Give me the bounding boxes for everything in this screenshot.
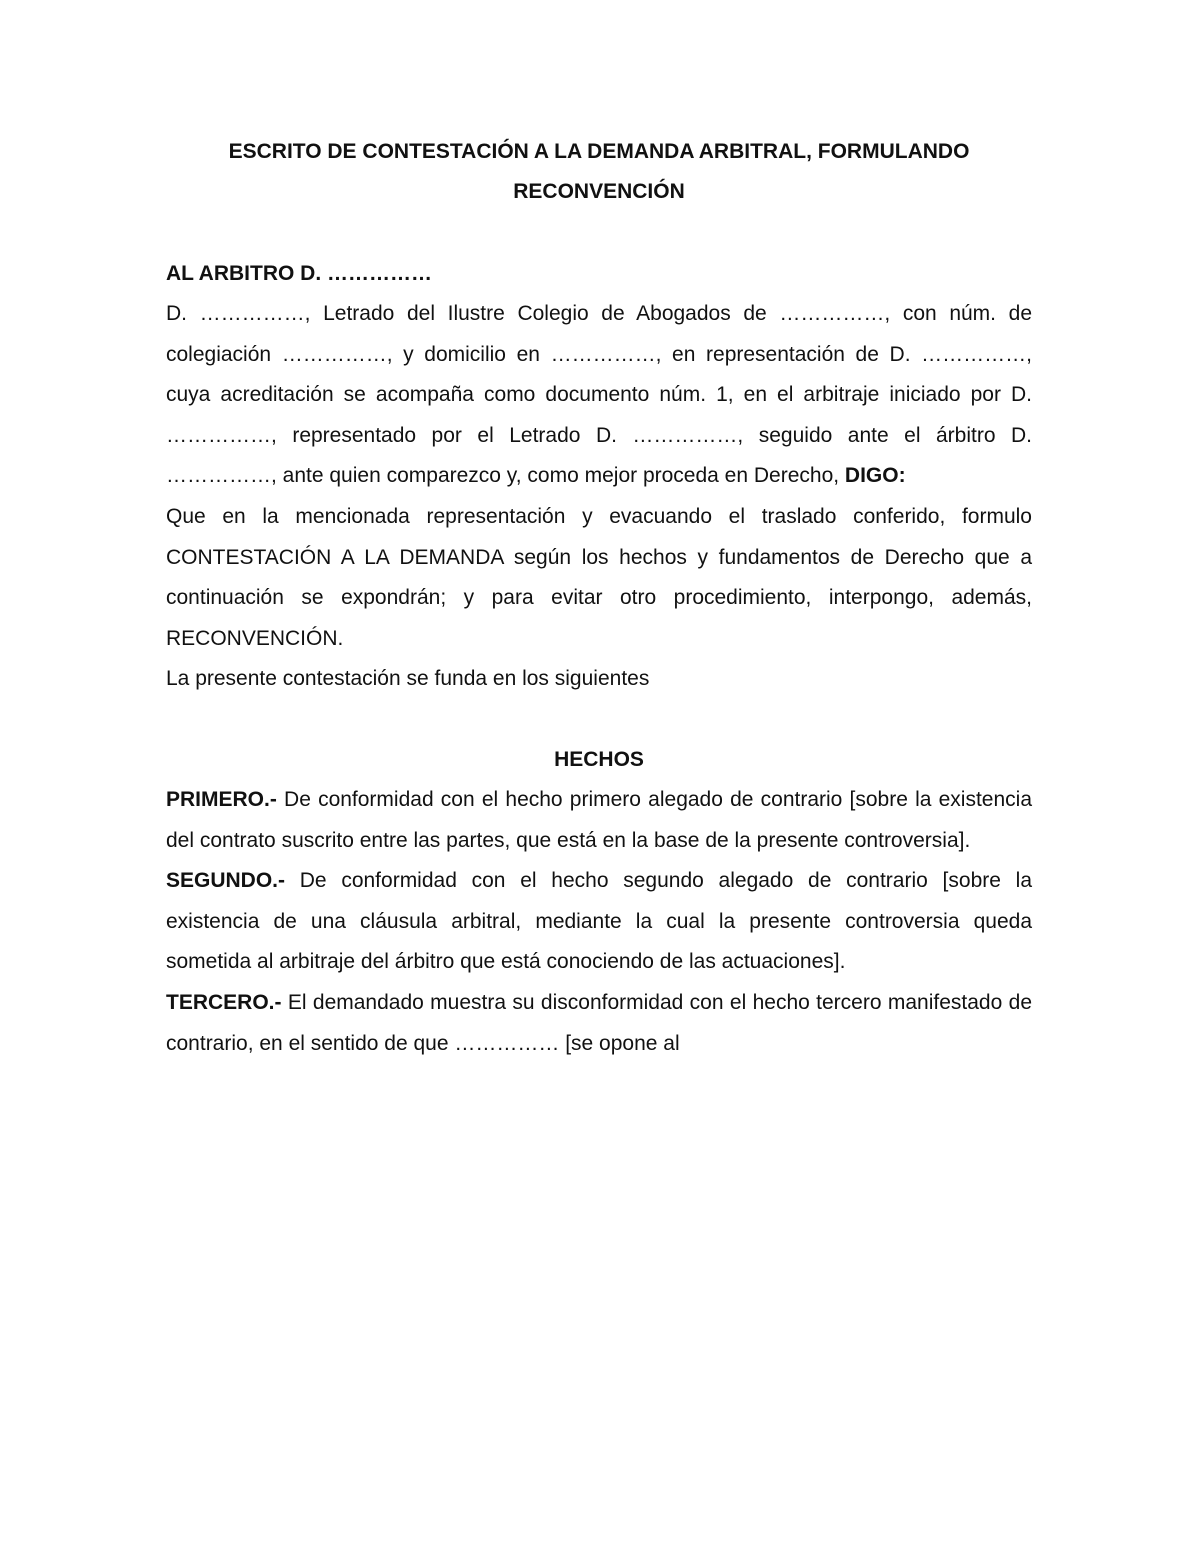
addressee: AL ARBITRO D. …………… [166,262,432,285]
fact-text: De conformidad con el hecho primero alegado de contrario [sobre la existencia del contrato suscrito entre las partes, que está en la base de la presente controversia]. [166,787,1032,852]
document-title [166,132,1032,212]
fact-text: El demandado muestra su disconformidad con el hecho tercero manifestado de contrario, en el sentido de que …………… [se opone al [166,990,1032,1055]
request-paragraph: Que en la mencionada representación y evacuando el traslado conferido, formulo CONTESTACIÓN A LA DEMANDA según los hechos y fundamentos de Derecho que a continuación se expondrán; y para evitar otro procedimiento, interpongo, además, RECONVENCIÓN. [166,504,1032,650]
intro-bold: DIGO: [844,464,906,488]
basis-paragraph: La presente contestación se funda en los siguientes [166,667,650,691]
fact-label: SEGUNDO.- [166,869,286,893]
title-line-1: ESCRITO DE CONTESTACIÓN A LA DEMANDA ARBITRAL, FORMULANDO [228,140,970,163]
title-line-2: RECONVENCIÓN [513,180,685,203]
fact-paragraph [166,861,1032,983]
intro-paragraph [166,294,1032,497]
document-page [166,132,1032,1064]
fact-paragraph [166,780,1032,861]
fact-paragraph [166,983,1032,1064]
fact-label: PRIMERO.- [166,787,277,811]
intro-text: D. ……………, Letrado del Ilustre Colegio de Abogados de ……………, con núm. de colegiación ……………, y domicilio en ……………, en representación de D. ……………, cuya acreditación se acompaña como documento núm. 1, en el arbitraje iniciado por D. ……………, representado por el Letrado D. ……………, seguido ante el árbitro D. ……………, ante quien comparezco y, como mejor proceda en Derecho, [166,302,1032,488]
facts-heading: HECHOS [554,747,644,771]
fact-label: TERCERO.- [166,990,282,1014]
fact-text: De conformidad con el hecho segundo alegado de contrario [sobre la existencia de una cláusula arbitral, mediante la cual la presente controversia queda sometida al arbitraje del árbitro que está conociendo de las actuaciones]. [166,869,1032,974]
